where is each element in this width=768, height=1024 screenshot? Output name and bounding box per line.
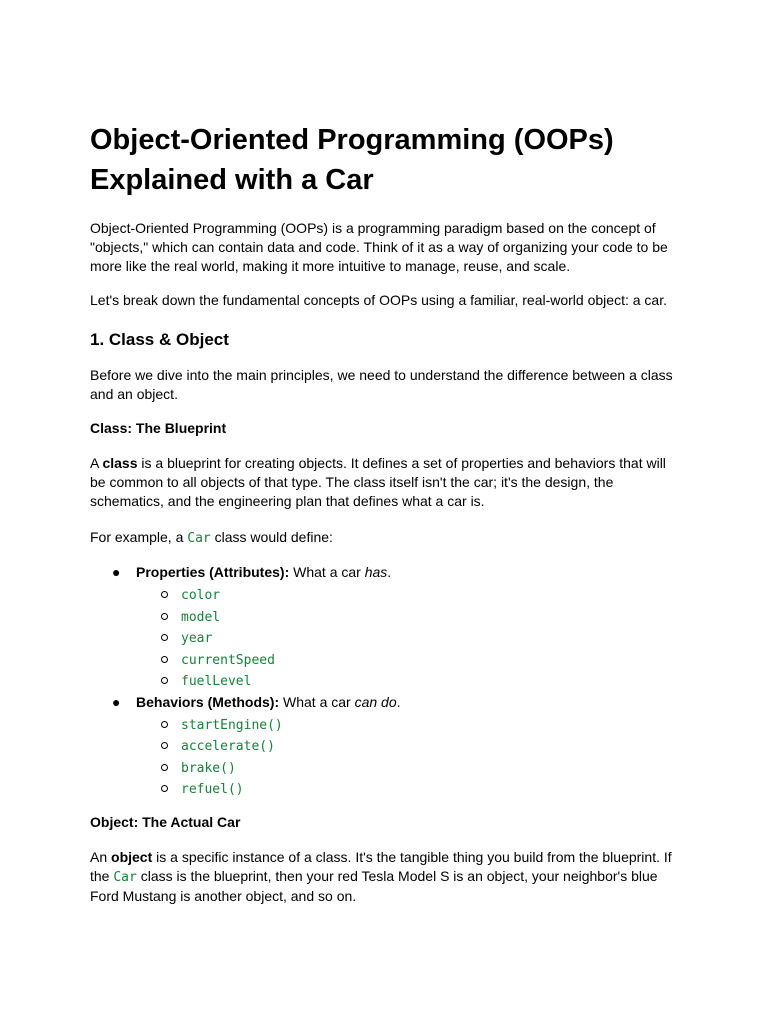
- object-paragraph: [90, 848, 680, 906]
- hollow-bullet-icon: [161, 656, 168, 663]
- object-subheading: Object: The Actual Car: [90, 813, 241, 830]
- code-item: currentSpeed: [181, 652, 275, 668]
- object-bold-term: object: [111, 848, 153, 865]
- list-item: [136, 735, 680, 757]
- behaviors-italic: can do: [354, 693, 397, 710]
- behaviors-label: Behaviors (Methods):: [136, 693, 280, 710]
- bullet-icon: ●: [112, 693, 121, 710]
- list-item: [136, 627, 680, 649]
- page-title: [90, 120, 680, 200]
- properties-label: Properties (Attributes):: [136, 564, 290, 580]
- inline-code-car: Car: [187, 531, 211, 546]
- behaviors-sublist: [136, 714, 680, 800]
- class-rest: is a blueprint for creating objects. It defines a set of properties and behaviors that will be common to all objects of that type. The class itself isn't the car; it's the design, the schematics, and the engineering plan that defines what a car is.: [90, 455, 666, 509]
- document-content: [90, 120, 680, 906]
- example-paragraph: [90, 528, 680, 548]
- list-item: [136, 649, 680, 671]
- hollow-bullet-icon: [161, 764, 168, 771]
- hollow-bullet-icon: [161, 591, 168, 598]
- code-item: fuelLevel: [181, 674, 252, 689]
- properties-sublist: [136, 584, 680, 692]
- list-item: [136, 714, 680, 736]
- section-heading: 1. Class & Object: [90, 330, 229, 349]
- code-item: brake(): [181, 760, 236, 776]
- object-prefix: An: [90, 848, 112, 865]
- class-prefix: A: [90, 455, 103, 471]
- properties-end: .: [387, 564, 392, 580]
- list-item: [136, 757, 680, 779]
- code-item: startEngine(): [181, 717, 283, 733]
- code-item: color: [181, 588, 221, 603]
- code-item: model: [181, 609, 221, 625]
- bullet-icon: ●: [112, 564, 121, 580]
- properties-text: What a car: [289, 564, 365, 580]
- class-subheading: Class: The Blueprint: [90, 420, 227, 436]
- example-suffix: class would define:: [210, 529, 333, 545]
- inline-code-car: Car: [113, 869, 137, 885]
- hollow-bullet-icon: [161, 742, 168, 749]
- intro-paragraph: Object-Oriented Programming (OOPs) is a programming paradigm based on the concept of "objects," which can contain data and code. Think of it as a way of organizing your code to be more like the real world, making it more intuitive to manage, reuse, and scale.: [90, 220, 668, 274]
- list-item-behaviors: [90, 693, 680, 800]
- hollow-bullet-icon: [161, 721, 168, 728]
- breakdown-paragraph: Let's break down the fundamental concepts of OOPs using a familiar, real-world object: a car.: [90, 292, 667, 308]
- list-item: [136, 670, 680, 692]
- example-prefix: For example, a: [90, 529, 188, 545]
- code-item: accelerate(): [181, 739, 275, 754]
- behaviors-end: .: [396, 693, 401, 710]
- object-rest: class is the blueprint, then your red Tesla Model S is an object, your neighbor's blue Ford Mustang is another object, and so on.: [90, 867, 658, 904]
- code-item: year: [181, 631, 213, 646]
- hollow-bullet-icon: [161, 785, 168, 792]
- list-item: [136, 606, 680, 628]
- hollow-bullet-icon: [161, 613, 168, 620]
- title-line-2: Explained with a Car: [90, 164, 374, 196]
- list-item-properties: [90, 563, 680, 692]
- code-item: refuel(): [181, 782, 244, 797]
- section-intro-paragraph: Before we dive into the main principles, we need to understand the difference between a class and an object.: [90, 367, 673, 402]
- list-item: [136, 584, 680, 606]
- object-mid: is a specific instance of a class. It's the tangible thing you build from the blueprint. If the: [90, 848, 672, 884]
- class-bold-term: class: [102, 455, 138, 471]
- behaviors-text: What a car: [279, 693, 355, 710]
- class-members-list: [90, 563, 680, 800]
- list-item: [136, 778, 680, 800]
- hollow-bullet-icon: [161, 634, 168, 641]
- hollow-bullet-icon: [161, 677, 168, 684]
- properties-italic: has: [364, 564, 388, 580]
- title-line-1: Object-Oriented Programming (OOPs): [90, 124, 614, 156]
- class-paragraph: [90, 454, 680, 511]
